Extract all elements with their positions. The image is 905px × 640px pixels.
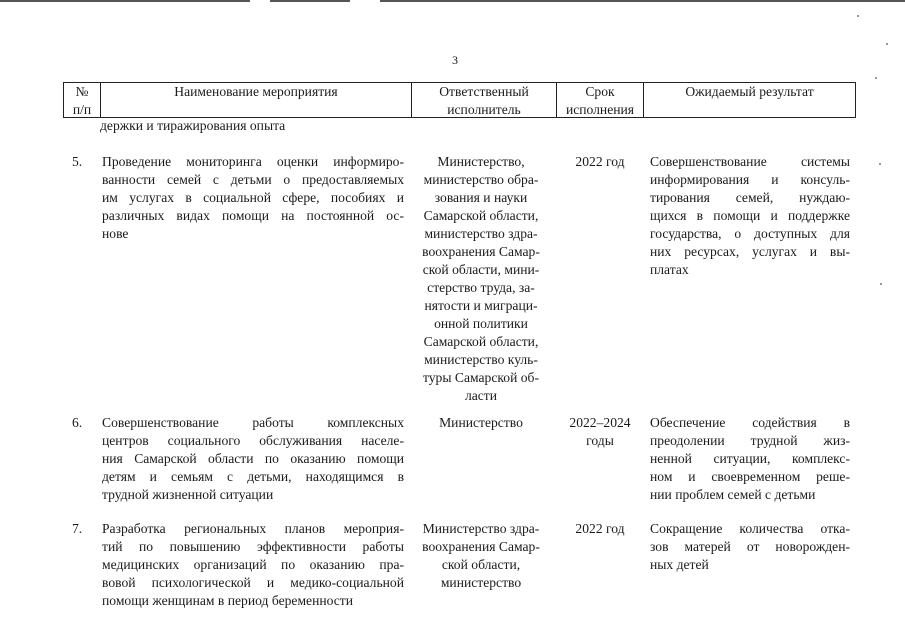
deadline: 2022–2024 годы (569, 415, 631, 448)
deadline: 2022 год (575, 154, 625, 169)
event-name: Совершенствование работы комплексных центров социального обслуживания населе- ния Самарской области по оказанию помощи детям и семьям с детьми, находящимся в трудной жизненной ситуации (102, 415, 404, 502)
responsible-executor: Министерство, министерство обра- зования и науки Самарской области, министерство здра- воохранения Самар- ской области, мини- стерство труда, за- нятости и миграци- онной политики Самарской области, министерство куль- туры Самарской об- ласти (422, 154, 540, 403)
header-term: Срок исполнения (565, 84, 635, 117)
continued-text: держки и тиражирования опыта (100, 118, 286, 133)
responsible-executor: Министерство здра- воохранения Самар- ской области, министерство (422, 521, 540, 590)
deadline: 2022 год (575, 521, 625, 536)
scan-speck (880, 283, 882, 285)
scan-speck (857, 15, 859, 17)
event-name: Проведение мониторинга оценки информиро- ванности семей с детьми о предоставляемых им услугах в социальной сфере, пособиях и различных видах помощи на постоянной ос- нове (102, 154, 404, 241)
expected-result: Обеспечение содействия в преодолении трудной жиз- ненной ситуации, комплекс- ном и своевременном реше- нии проблем семей с детьми (650, 415, 850, 502)
event-name: Разработка региональных планов мероприя- тий по повышению эффективности работы медицинских организаций по оказанию пра- вовой психологической и медико-социальной помощи женщинам в период беременности (102, 521, 404, 608)
top-border-line (0, 0, 905, 3)
row-number: 6. (72, 415, 83, 430)
page-number: 3 (452, 53, 458, 67)
scan-speck (875, 77, 877, 79)
header-number: № п/п (72, 84, 92, 117)
responsible-executor: Министерство (439, 415, 523, 430)
expected-result: Сокращение количества отка- зов матерей от новорожден- ных детей (650, 521, 850, 572)
table-header (63, 82, 856, 118)
expected-result: Совершенствование системы информирования и консуль- тирования семей, нуждаю- щихся в помощи и поддержке государства, о доступных для них ресурсах, услугах и вы- платах (650, 154, 850, 277)
header-name: Наименование мероприятия (174, 84, 338, 99)
row-number: 5. (72, 154, 83, 169)
header-executor: Ответственный исполнитель (439, 84, 529, 117)
scan-speck (879, 163, 881, 165)
header-result: Ожидаемый результат (685, 84, 814, 99)
row-number: 7. (72, 521, 83, 536)
scan-speck (886, 43, 888, 45)
